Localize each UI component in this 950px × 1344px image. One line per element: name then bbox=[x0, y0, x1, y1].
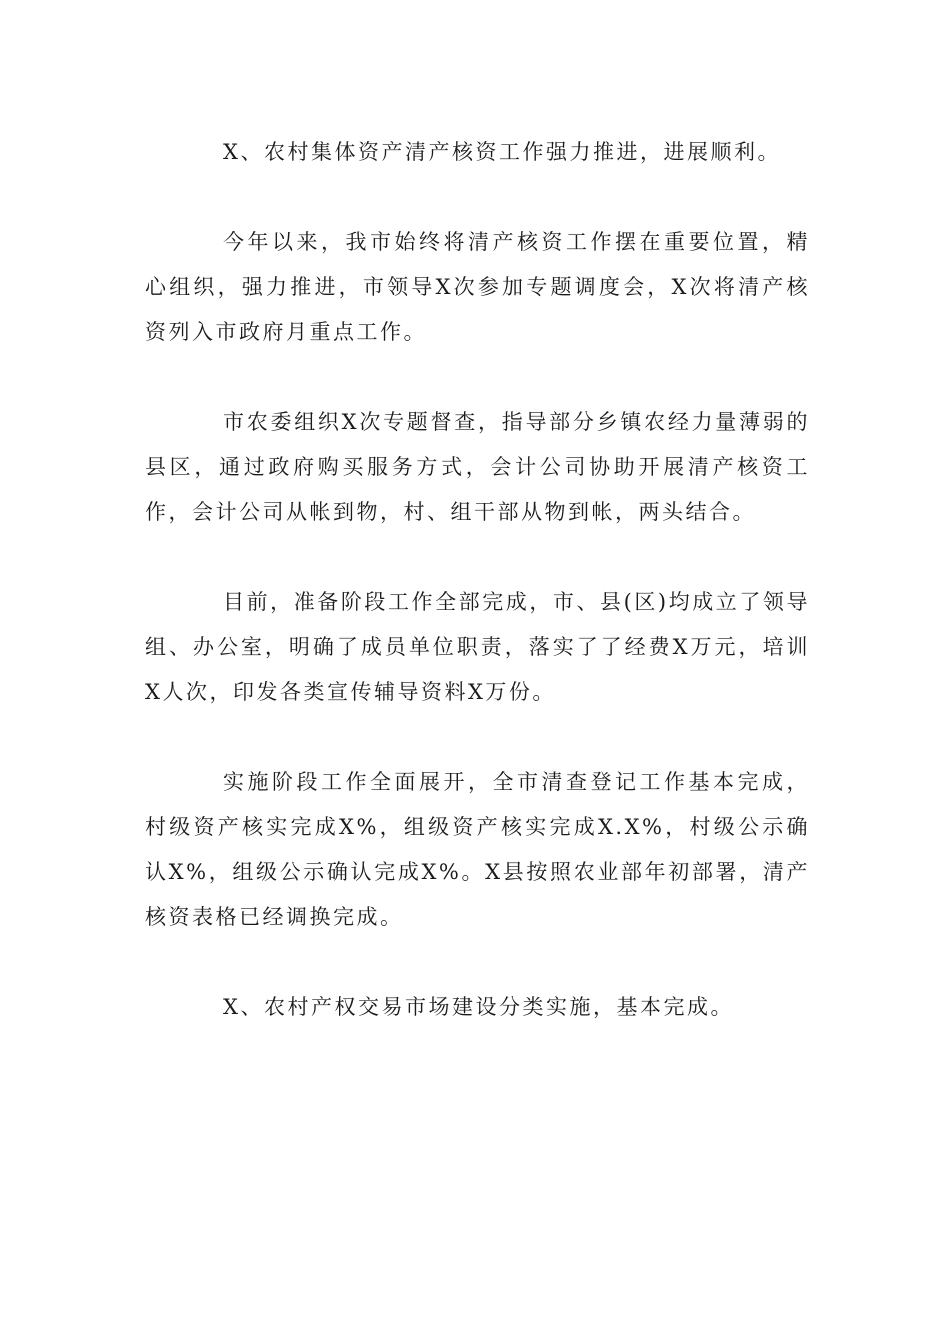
section-heading-property-exchange: X、农村产权交易市场建设分类实施，基本完成。 bbox=[223, 995, 734, 1019]
section-heading-asset-verification: X、农村集体资产清产核资工作强力推进，进展顺利。 bbox=[223, 140, 781, 164]
paragraph-implementation-stage: 实施阶段工作全面展开，全市清查登记工作基本完成，村级资产核实完成X%，组级资产核实完成X.X%，村级公示确认X%，组级公示确认完成X%。X县按照农业部年初部署，清产核资表格已经调换完成。 bbox=[145, 770, 810, 929]
document-body bbox=[145, 130, 810, 1075]
paragraph-agri-committee-supervision: 市农委组织X次专题督查，指导部分乡镇农经力量薄弱的县区，通过政府购买服务方式，会计公司协助开展清产核资工作，会计公司从帐到物，村、组干部从物到帐，两头结合。 bbox=[145, 410, 810, 524]
paragraph-preparation-stage: 目前，准备阶段工作全部完成，市、县(区)均成立了领导组、办公室，明确了成员单位职责，落实了了经费X万元，培训X人次，印发各类宣传辅导资料X万份。 bbox=[145, 590, 810, 704]
paragraph-city-leadership: 今年以来，我市始终将清产核资工作摆在重要位置，精心组织，强力推进，市领导X次参加专题调度会，X次将清产核资列入市政府月重点工作。 bbox=[145, 230, 810, 344]
